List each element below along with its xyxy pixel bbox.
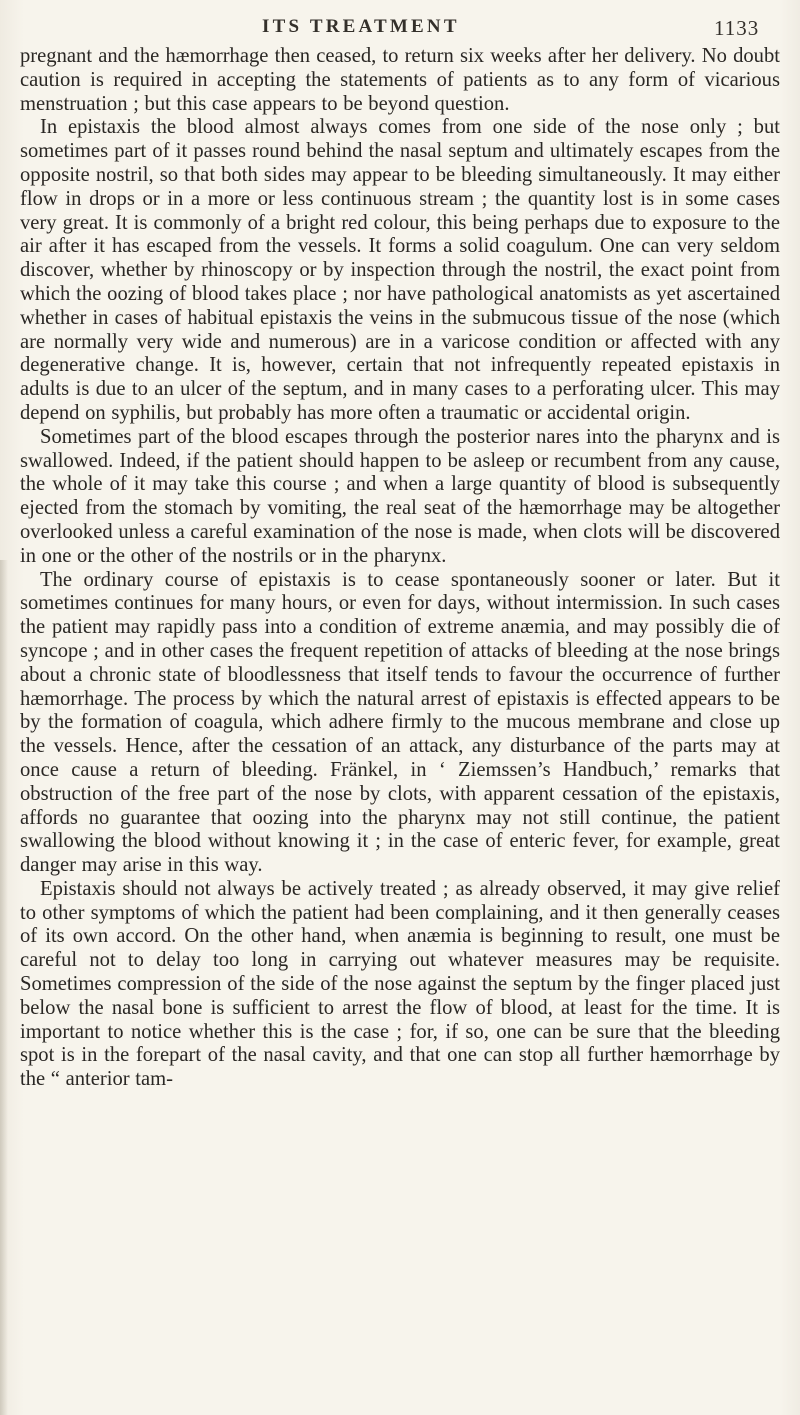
paragraph: pregnant and the hæmorrhage then ceased, to return six weeks after her delivery. No doubt caution is required in accepting the statements of patients as to any form of vicarious menstruation ; but this case appears to be beyond question. <box>20 45 780 115</box>
page-gutter-shadow <box>0 560 8 1415</box>
paragraph: In epistaxis the blood almost always comes from one side of the nose only ; but sometimes part of it passes round behind the nasal septum and ultimately escapes from the opposite nostril, so that both sides may appear to be bleeding simultaneously. It may either flow in drops or in a more or less continuous stream ; the quantity lost is in some cases very great. It is commonly of a bright red colour, this being perhaps due to exposure to the air after it has escaped from the vessels. It forms a solid coagulum. One can very seldom discover, whether by rhinoscopy or by inspection through the nostril, the exact point from which the oozing of blood takes place ; nor have pathological anatomists as yet ascertained whether in cases of habitual epistaxis the veins in the submucous tissue of the nose (which are normally very wide and numerous) are in a varicose condition or affected with any degenerative change. It is, however, certain that not infrequently repeated epistaxis in adults is due to an ulcer of the septum, and in many cases to a perforating ulcer. This may depend on syphilis, but probably has more often a traumatic or accidental origin. <box>20 116 780 424</box>
paragraph: The ordinary course of epistaxis is to cease spontaneously sooner or later. But it sometimes continues for many hours, or even for days, without intermission. In such cases the patient may rapidly pass into a condition of extreme anæmia, and may possibly die of syncope ; and in other cases the frequent repetition of attacks of bleeding at the nose brings about a chronic state of bloodlessness that itself tends to favour the occurrence of further hæmorrhage. The process by which the natural arrest of epistaxis is effected appears to be by the formation of coagula, which adhere firmly to the mucous membrane and close up the vessels. Hence, after the cessation of an attack, any disturbance of the parts may at once cause a return of bleeding. Fränkel, in ‘ Ziemssen’s Handbuch,’ remarks that obstruction of the free part of the nose by clots, with apparent cessation of the epistaxis, affords no guarantee that oozing into the pharynx may not still continue, the patient swallowing the blood without knowing it ; in the case of enteric fever, for example, great danger may arise in this way. <box>20 568 780 877</box>
paragraph: Sometimes part of the blood escapes through the posterior nares into the pharynx and is swallowed. Indeed, if the patient should happen to be asleep or recumbent from any cause, the whole of it may take this course ; and when a large quantity of blood is subsequently ejected from the stomach by vomiting, the real seat of the hæmorrhage may be altogether overlooked unless a careful examination of the nose is made, when clots will be discovered in one or the other of the nostrils or in the pharynx. <box>20 425 780 567</box>
paragraph: Epistaxis should not always be actively treated ; as already observed, it may give relief to other symptoms of which the patient had been complaining, and it then generally ceases of its own accord. On the other hand, when anæmia is beginning to result, one must be careful not to delay too long in carrying out whatever measures may be requisite. Sometimes compression of the side of the nose against the septum by the finger placed just below the nasal bone is sufficient to arrest the flow of blood, at least for the time. It is important to notice whether this is the case ; for, if so, one can be sure that the bleeding spot is in the forepart of the nasal cavity, and that one can stop all further hæmorrhage by the “ anterior tam- <box>20 877 780 1091</box>
running-head <box>0 16 800 46</box>
body-text <box>20 45 780 1092</box>
page-number: 1133 <box>714 16 760 40</box>
running-head-title: ITS TREATMENT <box>262 16 460 37</box>
